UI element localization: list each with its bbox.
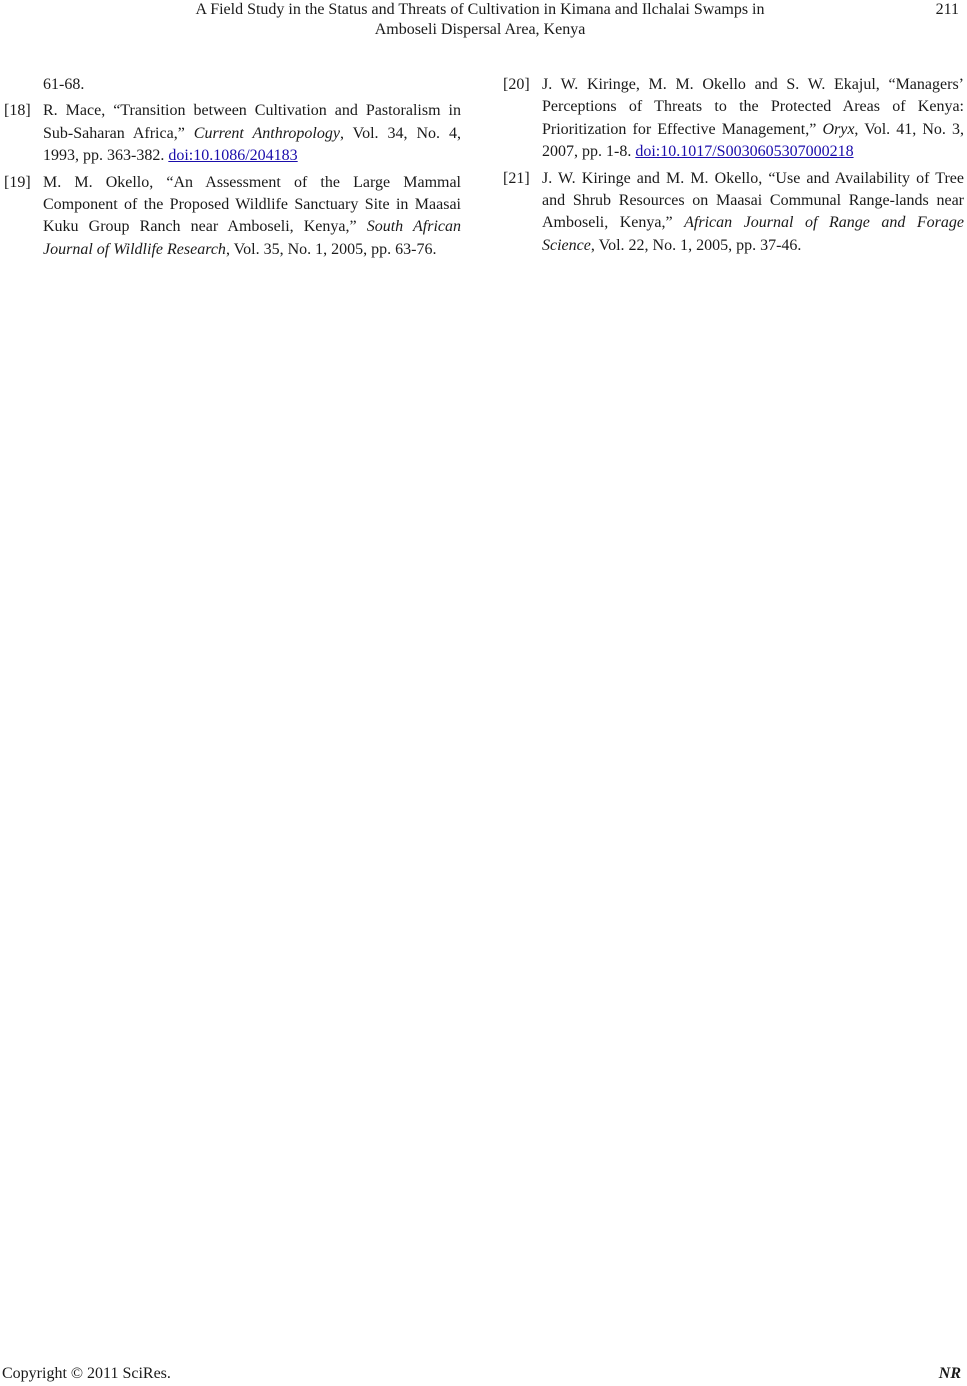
reference-journal: Current Anthropology <box>193 124 340 142</box>
reference-authors-title: J. W. Kiringe and M. M. Okello, “Use and Availability of Tree and Shrub Resources on Maasai Communal Range-lands near Amboseli, Kenya,” <box>542 169 964 232</box>
right-column <box>503 74 964 261</box>
reference-number: [18] <box>4 102 31 120</box>
reference-18 <box>4 100 461 167</box>
reference-text <box>43 100 461 167</box>
reference-details: , Vol. 35, No. 1, 2005, pp. 63-76. <box>225 240 437 258</box>
left-column <box>4 74 461 265</box>
reference-21 <box>503 168 964 258</box>
reference-details: , Vol. 41, No. 3, 2007, pp. 1-8. <box>542 120 965 161</box>
doi-link[interactable]: doi:10.1017/S0030605307000218 <box>635 143 854 161</box>
running-head <box>90 0 870 40</box>
reference-details: , Vol. 34, No. 4, 1993, pp. 363-382. <box>43 124 462 165</box>
reference-authors-title: M. M. Okello, “An Assessment of the Large Mammal Component of the Proposed Wildlife Sanctuary Site in Maasai Kuku Group Ranch near Amboseli, Kenya,” <box>43 173 461 236</box>
reference-text <box>542 74 964 164</box>
reference-journal: South African Journal of Wildlife Research <box>43 218 461 258</box>
page-number: 211 <box>935 1 959 18</box>
reference-details: , Vol. 22, No. 1, 2005, pp. 37-46. <box>590 236 802 254</box>
doi-link[interactable]: doi:10.1086/204183 <box>168 147 298 165</box>
reference-number: [21] <box>503 169 530 187</box>
reference-20 <box>503 74 964 164</box>
reference-continuation: 61-68. <box>43 76 85 93</box>
reference-19 <box>4 172 461 262</box>
reference-number: [19] <box>4 173 31 191</box>
reference-journal: African Journal of Range and Forage Science <box>542 214 965 254</box>
reference-authors-title: R. Mace, “Transition between Cultivation and Pastoralism in Sub-Saharan Africa,” <box>43 102 461 142</box>
journal-abbreviation: NR <box>938 1365 961 1382</box>
running-head-line-1: A Field Study in the Status and Threats of Cultivation in Kimana and Ilchalai Swamps in <box>195 1 765 18</box>
reference-text <box>43 172 461 262</box>
reference-text <box>542 168 964 258</box>
running-head-line-2: Amboseli Dispersal Area, Kenya <box>374 21 586 38</box>
reference-authors-title: J. W. Kiringe, M. M. Okello and S. W. Ekajul, “Managers’ Perceptions of Threats to the Protected Areas of Kenya: Prioritization for Effective Management,” <box>542 76 964 138</box>
copyright-notice: Copyright © 2011 SciRes. <box>2 1365 171 1382</box>
reference-number: [20] <box>503 76 530 93</box>
reference-journal: Oryx <box>822 120 855 138</box>
